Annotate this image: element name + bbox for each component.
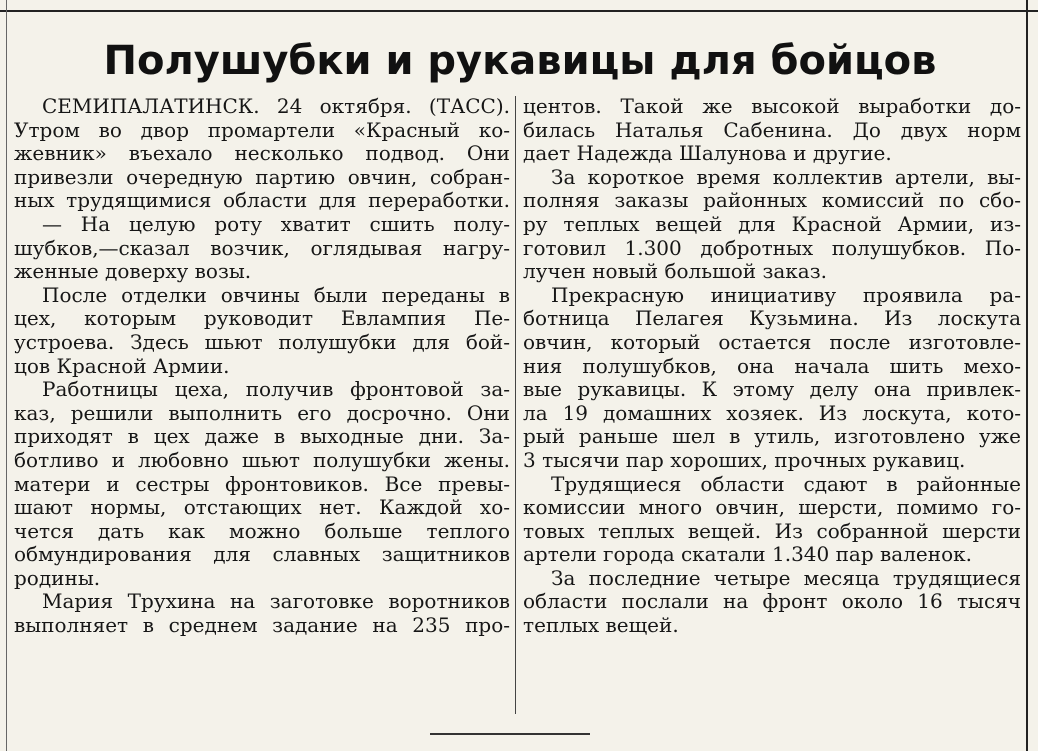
text-line: готовил 1.300 добротных полушубков. По- xyxy=(523,236,1021,260)
text-line: цов Красной Армии. xyxy=(14,354,230,378)
text-line: шубков,—сказал возчик, оглядывая нагру- xyxy=(14,236,510,260)
left-rule xyxy=(6,0,7,751)
text-line: 3 тысячи пар хороших, прочных рукавиц. xyxy=(523,448,966,472)
text-line: СЕМИПАЛАТИНСК. 24 октября. (ТАСС). xyxy=(42,95,510,118)
text-line: ботливо и любовно шьют полушубки жены. xyxy=(14,448,510,472)
text-line: каз, решили выполнить его досрочно. Они xyxy=(14,401,510,425)
text-line: После отделки овчины были переданы в xyxy=(42,283,510,307)
text-line: шают нормы, отстающих нет. Каждой хо- xyxy=(14,496,510,520)
text-line: ботница Пелагея Кузьмина. Из лоскута xyxy=(523,307,1021,331)
text-line: родины. xyxy=(14,566,101,590)
text-line: теплых вещей. xyxy=(523,614,679,638)
article-column-left xyxy=(14,95,510,638)
text-line: выполняет в среднем задание на 235 про- xyxy=(14,614,510,638)
text-line: ных трудящимися области для переработки. xyxy=(14,189,510,213)
text-line: артели города скатали 1.340 пар валенок. xyxy=(523,543,972,567)
text-line: ла 19 домашних хозяек. Из лоскута, кото- xyxy=(523,401,1021,425)
text-line: обмундирования для славных защитников xyxy=(14,543,510,567)
article-column-right xyxy=(523,95,1021,638)
text-line: овчин, который остается после изготовле- xyxy=(523,330,1021,354)
text-line: Трудящиеся области сдают в районные xyxy=(551,472,1021,496)
article-end-rule xyxy=(430,733,590,735)
top-rule xyxy=(0,10,1038,12)
text-line: ру теплых вещей для Красной Армии, из- xyxy=(523,212,1021,236)
text-line: Прекрасную инициативу проявила ра- xyxy=(551,283,1021,307)
text-line: центов. Такой же высокой выработки до- xyxy=(523,95,1021,118)
text-line: цех, которым руководит Евлампия Пе- xyxy=(14,307,510,331)
text-line: — На целую роту хватит сшить полу- xyxy=(42,212,510,236)
text-line: Утром во двор промартели «Красный ко- xyxy=(14,118,510,142)
text-line: билась Наталья Сабенина. До двух норм xyxy=(523,118,1021,142)
text-line: устроева. Здесь шьют полушубки для бой- xyxy=(14,330,510,354)
text-line: приходят в цех даже в выходные дни. За- xyxy=(14,425,510,449)
text-line: вые рукавицы. К этому делу она привлек- xyxy=(523,378,1021,402)
article-headline: Полушубки и рукавицы для бойцов xyxy=(103,38,937,84)
text-line: За последние четыре месяца трудящиеся xyxy=(551,566,1021,590)
text-line: жевник» въехало несколько подвод. Они xyxy=(14,142,510,166)
text-line: привезли очередную партию овчин, собран- xyxy=(14,165,510,189)
text-line: чется дать как можно больше теплого xyxy=(14,519,510,543)
text-line: рый раньше шел в утиль, изготовлено уже xyxy=(523,425,1021,449)
text-line: комиссии много овчин, шерсти, помимо го- xyxy=(523,496,1021,520)
column-divider xyxy=(515,96,516,714)
text-line: дает Надежда Шалунова и другие. xyxy=(523,142,892,166)
text-line: лучен новый большой заказ. xyxy=(523,260,827,284)
text-line: полняя заказы районных комиссий по сбо- xyxy=(523,189,1021,213)
text-line: Мария Трухина на заготовке воротников xyxy=(42,590,510,614)
right-rule xyxy=(1026,0,1028,751)
text-line: женные доверху возы. xyxy=(14,260,252,284)
text-line: Работницы цеха, получив фронтовой за- xyxy=(42,378,510,402)
text-line: За короткое время коллектив артели, вы- xyxy=(551,165,1021,189)
text-line: матери и сестры фронтовиков. Все превы- xyxy=(14,472,510,496)
text-line: области послали на фронт около 16 тысяч xyxy=(523,590,1021,614)
text-line: ния полушубков, она начала шить мехо- xyxy=(523,354,1021,378)
text-line: товых теплых вещей. Из собранной шерсти xyxy=(523,519,1021,543)
